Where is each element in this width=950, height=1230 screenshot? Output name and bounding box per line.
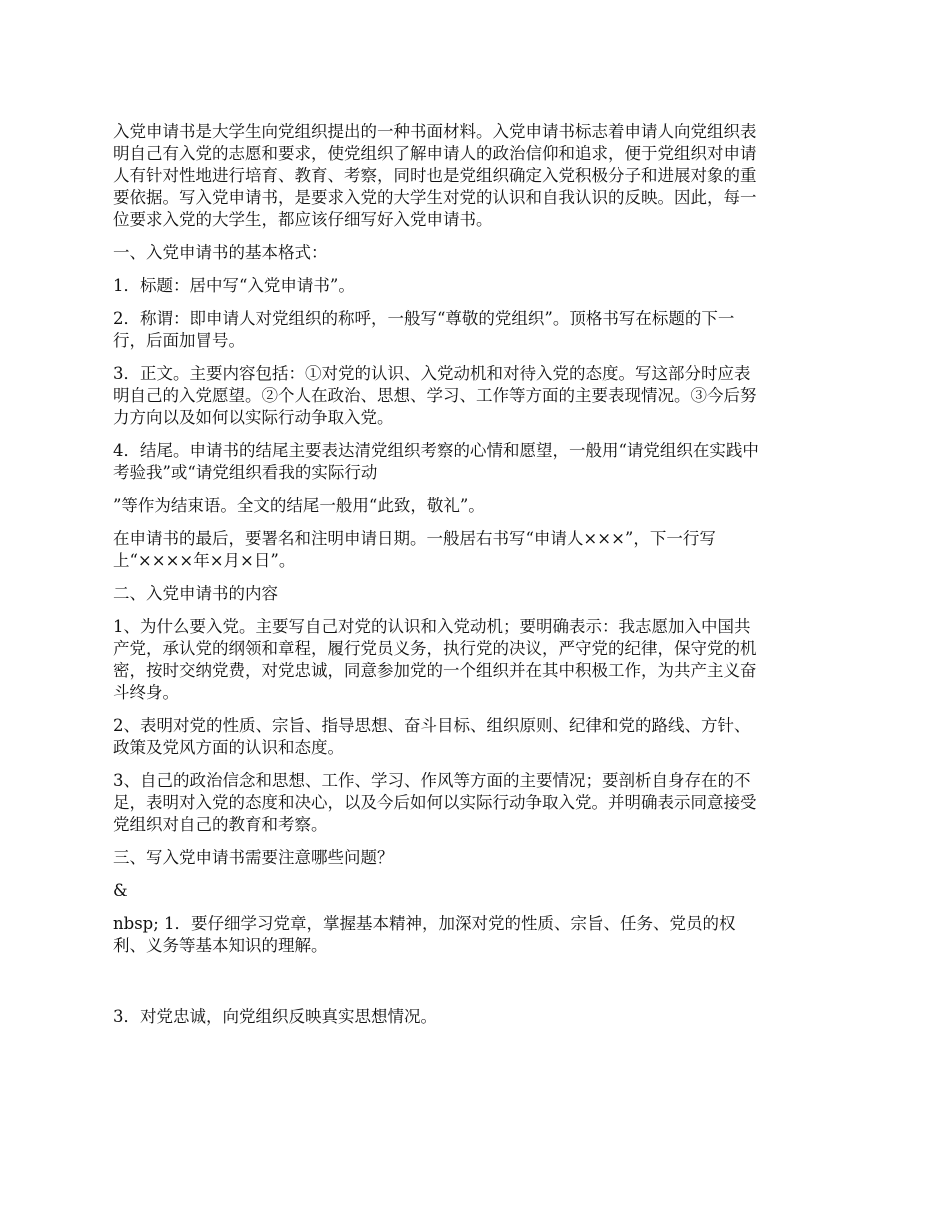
- section-heading-format: 一、入党申请书的基本格式：: [113, 243, 328, 262]
- signature-paragraph: 在申请书的最后，要署名和注明申请日期。一般居右书写“申请人×××”，下一行写 上“××××年×月×日”。: [113, 529, 716, 570]
- section-heading-notes: 三、写入党申请书需要注意哪些问题？: [113, 848, 394, 867]
- format-item-ending-continued: ”等作为结束语。全文的结尾一般用“此致，敬礼”。: [113, 496, 485, 515]
- content-item-1: 1、为什么要入党。主要写自己对党的认识和入党动机；要明确表示：我志愿加入中国共 产党，承认党的纲领和章程，履行党员义务，执行党的决议，严守党的纪律，保守党的机 密，按时交纳党费，对党忠诚，同意参加党的一个组织并在其中积极工作，为共产主义奋 斗终身。: [113, 617, 757, 702]
- content-item-3: 3、自己的政治信念和思想、工作、学习、作风等方面的主要情况；要剖析自身存在的不 足，表明对入党的态度和决心，以及今后如何以实际行动争取入党。并明确表示同意接受 党组织对自己的教育和考察。: [113, 771, 757, 834]
- blank-spacer: [113, 968, 841, 1006]
- notes-item-1: nbsp; 1．要仔细学习党章，掌握基本精神，加深对党的性质、宗旨、任务、党员的权 利、义务等基本知识的理解。: [113, 914, 736, 955]
- notes-item-3: 3．对党忠诚，向党组织反映真实思想情况。: [113, 1007, 437, 1026]
- format-item-body: 3．正文。主要内容包括：①对党的认识、入党动机和对待入党的态度。写这部分时应表 明自己的入党愿望。②个人在政治、思想、学习、工作等方面的主要表现情况。③今后努 力方向以及如何以实际行动争取入党。: [113, 364, 757, 427]
- format-item-title: 1．标题：居中写“入党申请书”。: [113, 276, 355, 295]
- content-item-2: 2、表明对党的性质、宗旨、指导思想、奋斗目标、组织原则、纪律和党的路线、方针、 政策及党风方面的认识和态度。: [113, 716, 751, 757]
- stray-ampersand: &: [113, 881, 128, 900]
- intro-paragraph: 入党申请书是大学生向党组织提出的一种书面材料。入党申请书标志着申请人向党组织表 明自己有入党的志愿和要求，使党组织了解申请人的政治信仰和追求，便于党组织对申请 人有针对性地进行培育、教育、考察，同时也是党组织确定入党积极分子和进展对象的重 要依据。写入党申请书，是要求入党的大学生对党的认识和自我认识的反映。因此，每一 位要求入党的大学生，都应该仔细写好入党申请书。: [113, 122, 757, 229]
- format-item-salutation: 2．称谓：即申请人对党组织的称呼，一般写“尊敬的党组织”。顶格书写在标题的下一 行，后面加冒号。: [113, 309, 735, 350]
- section-heading-content: 二、入党申请书的内容: [113, 584, 278, 603]
- format-item-ending: 4．结尾。申请书的结尾主要表达清党组织考察的心情和愿望，一般用“请党组织在实践中 考验我”或“请党组织看我的实际行动: [113, 441, 759, 482]
- document-body: [113, 121, 841, 1039]
